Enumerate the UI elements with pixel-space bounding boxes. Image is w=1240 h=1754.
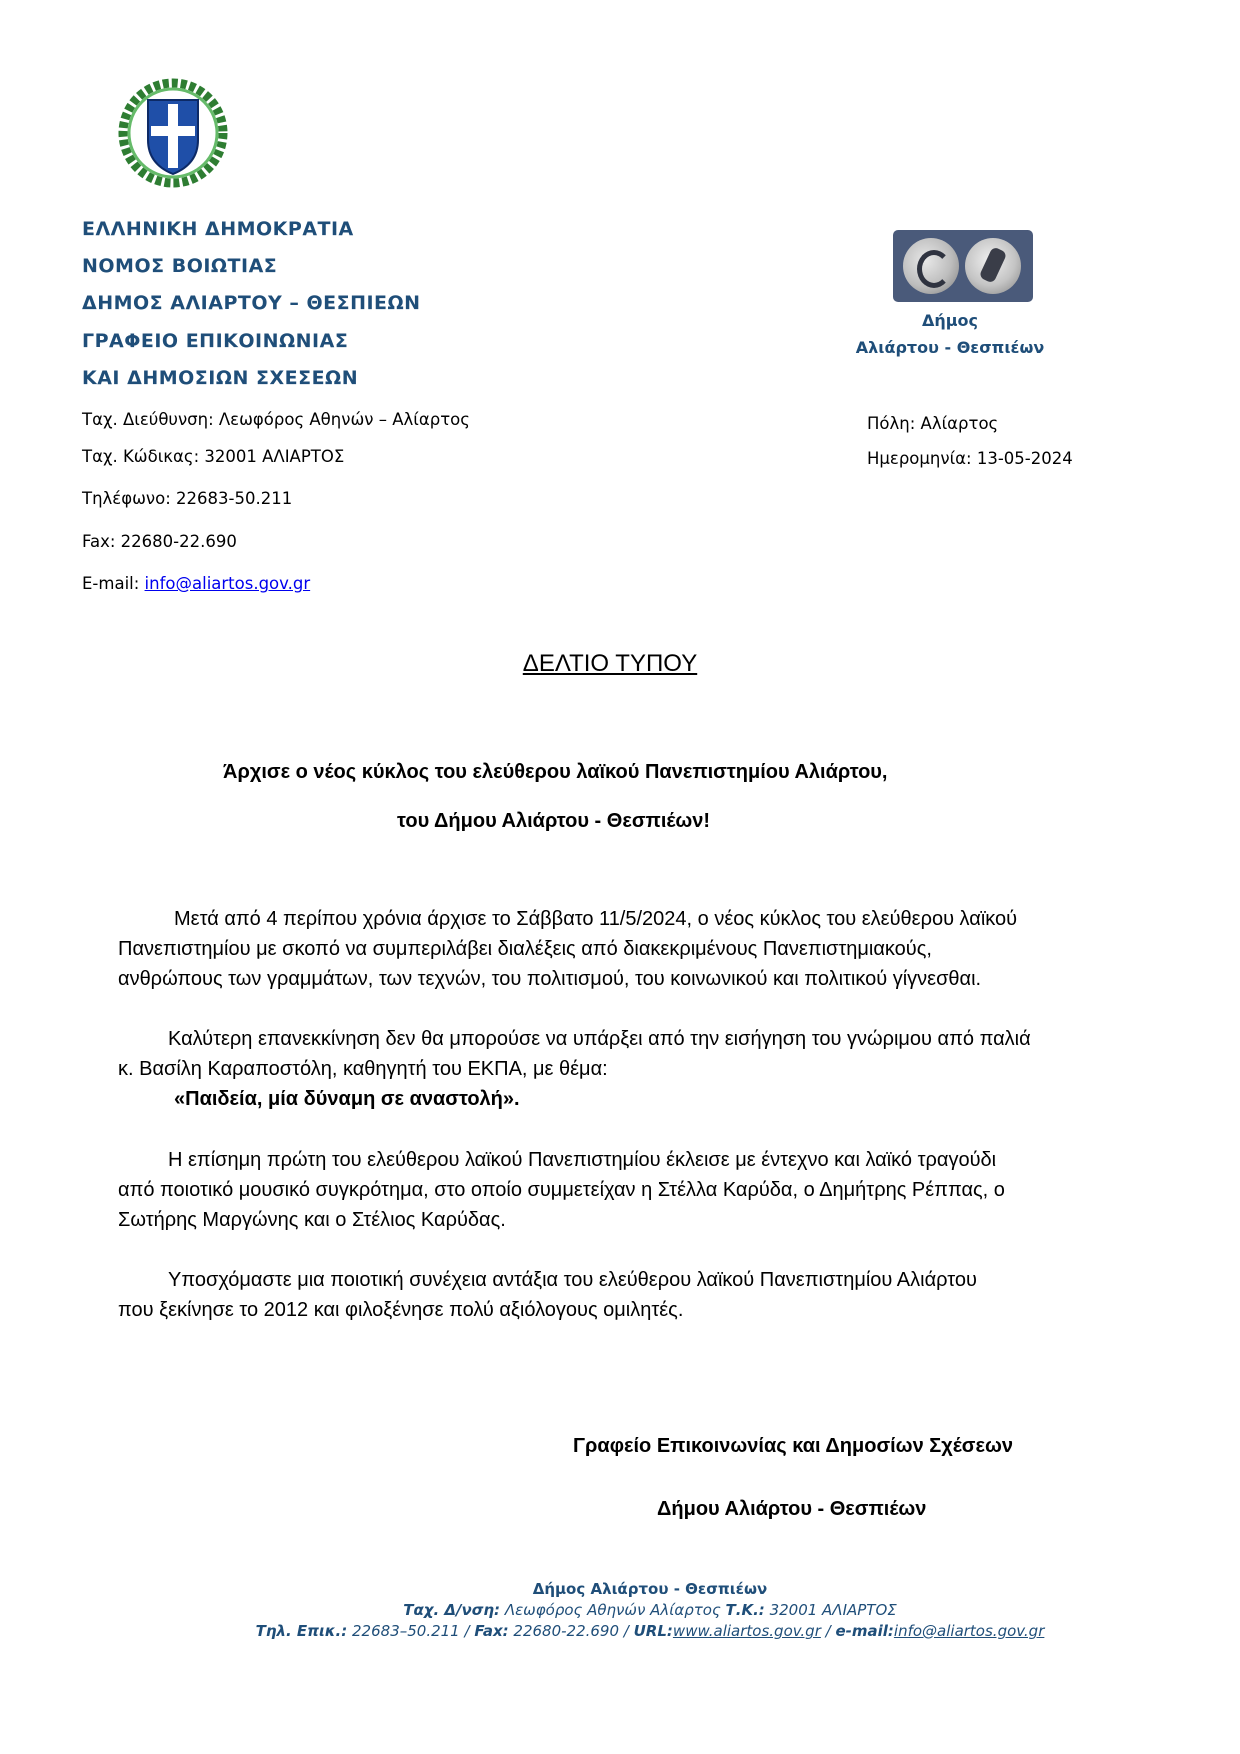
- logo-caption-line1: Δήμος: [921, 311, 979, 330]
- p4-line2: που ξεκίνησε το 2012 και φιλοξένησε πολύ αξιόλογους ομιλητές.: [118, 1299, 684, 1321]
- footer-address-line: [0, 1601, 1240, 1619]
- p1-line3: ανθρώπους των γραμμάτων, των τεχνών, του πολιτισμού, του κοινωνικού και πολιτικού γίγνεσθαι.: [118, 968, 982, 990]
- coin-left-icon: [903, 238, 959, 294]
- email-label: E-mail:: [82, 574, 145, 593]
- org-line-office-cont: ΚΑΙ ΔΗΜΟΣΙΩΝ ΣΧΕΣΕΩΝ: [82, 367, 359, 389]
- org-line-republic: ΕΛΛΗΝΙΚΗ ΔΗΜΟΚΡΑΤΙΑ: [82, 218, 354, 240]
- signature-municipality: Δήμου Αλιάρτου - Θεσπιέων: [657, 1498, 927, 1520]
- org-line-prefecture: ΝΟΜΟΣ ΒΟΙΩΤΙΑΣ: [82, 255, 278, 277]
- footer-contact-line: [0, 1622, 1240, 1640]
- municipality-logo: [893, 230, 1033, 302]
- subtitle-line2: του Δήμου Αλιάρτου - Θεσπιέων!: [397, 810, 711, 832]
- signature-office: Γραφείο Επικοινωνίας και Δημοσίων Σχέσεων: [573, 1435, 1013, 1457]
- postal-code-line: Ταχ. Κώδικας: 32001 ΑΛΙΑΡΤΟΣ: [82, 447, 345, 466]
- footer-email-label: e-mail:: [835, 1622, 894, 1640]
- greek-coat-of-arms-icon: [118, 78, 228, 188]
- city-line: Πόλη: Αλίαρτος: [867, 414, 999, 433]
- org-line-municipality: ΔΗΜΟΣ ΑΛΙΑΡΤΟΥ – ΘΕΣΠΙΕΩΝ: [82, 292, 421, 314]
- footer-url-label: URL:: [633, 1622, 673, 1640]
- coin-right-icon: [965, 238, 1021, 294]
- footer-tel-value: 22683–50.211 /: [347, 1622, 475, 1640]
- p3-line2: από ποιοτικό μουσικό συγκρότημα, στο οποίο συμμετείχαν η Στέλλα Καρύδα, ο Δημήτρης Ρέππας, ο: [118, 1179, 1005, 1201]
- p3-line3: Σωτήρης Μαργώνης και ο Στέλιος Καρύδας.: [118, 1209, 506, 1231]
- address-line: Ταχ. Διεύθυνση: Λεωφόρος Αθηνών – Αλίαρτος: [82, 410, 470, 429]
- footer-name-line: [0, 1580, 1240, 1598]
- email-line: [82, 574, 310, 593]
- footer-address-label: Ταχ. Δ/νση:: [403, 1601, 501, 1619]
- document-title: ΔΕΛΤΙΟ ΤΥΠΟΥ: [522, 650, 698, 677]
- fax-line: Fax: 22680-22.690: [82, 532, 237, 551]
- email-link[interactable]: info@aliartos.gov.gr: [144, 574, 311, 593]
- org-line-office: ΓΡΑΦΕΙΟ ΕΠΙΚΟΙΝΩΝΙΑΣ: [82, 330, 349, 352]
- footer-fax-value: 22680-22.690 /: [508, 1622, 634, 1640]
- footer-tk-value: 32001 ΑΛΙΑΡΤΟΣ: [764, 1601, 897, 1619]
- footer-email-link[interactable]: info@aliartos.gov.gr: [893, 1622, 1045, 1640]
- p1-line1: Μετά από 4 περίπου χρόνια άρχισε το Σάββατο 11/5/2024, ο νέος κύκλος του ελεύθερου λαϊκού: [174, 908, 1018, 930]
- phone-line: Τηλέφωνο: 22683-50.211: [82, 489, 293, 508]
- footer-address-value: Λεωφόρος Αθηνών Αλίαρτος: [500, 1601, 726, 1619]
- p2-line2: κ. Βασίλη Καραποστόλη, καθηγητή του ΕΚΠΑ, με θέμα:: [118, 1058, 608, 1080]
- date-line: Ημερομηνία: 13-05-2024: [867, 449, 1073, 468]
- footer-tel-label: Τηλ. Επικ.:: [255, 1622, 348, 1640]
- footer-tk-label: Τ.Κ.:: [725, 1601, 765, 1619]
- footer-name: Δήμος Αλιάρτου - Θεσπιέων: [532, 1580, 768, 1598]
- footer-separator: /: [820, 1622, 836, 1640]
- footer-url-link[interactable]: www.aliartos.gov.gr: [672, 1622, 821, 1640]
- subtitle-line1: Άρχισε ο νέος κύκλος του ελεύθερου λαϊκού Πανεπιστημίου Αλιάρτου,: [223, 761, 888, 783]
- p4-line1: Υποσχόμαστε μια ποιοτική συνέχεια αντάξια του ελεύθερου λαϊκού Πανεπιστημίου Αλιάρτου: [168, 1269, 977, 1291]
- p2-line1: Καλύτερη επανεκκίνηση δεν θα μπορούσε να υπάρξει από την εισήγηση του γνώριμου από παλιά: [168, 1028, 1031, 1050]
- p3-line1: Η επίσημη πρώτη του ελεύθερου λαϊκού Πανεπιστημίου έκλεισε με έντεχνο και λαϊκό τραγούδι: [168, 1149, 997, 1171]
- p1-line2: Πανεπιστημίου με σκοπό να συμπεριλάβει διαλέξεις από διακεκριμένους Πανεπιστημιακούς,: [118, 938, 932, 960]
- footer-fax-label: Fax:: [474, 1622, 509, 1640]
- p2-quote: «Παιδεία, μία δύναμη σε αναστολή».: [174, 1088, 520, 1110]
- logo-caption-line2: Αλιάρτου - Θεσπιέων: [855, 338, 1045, 357]
